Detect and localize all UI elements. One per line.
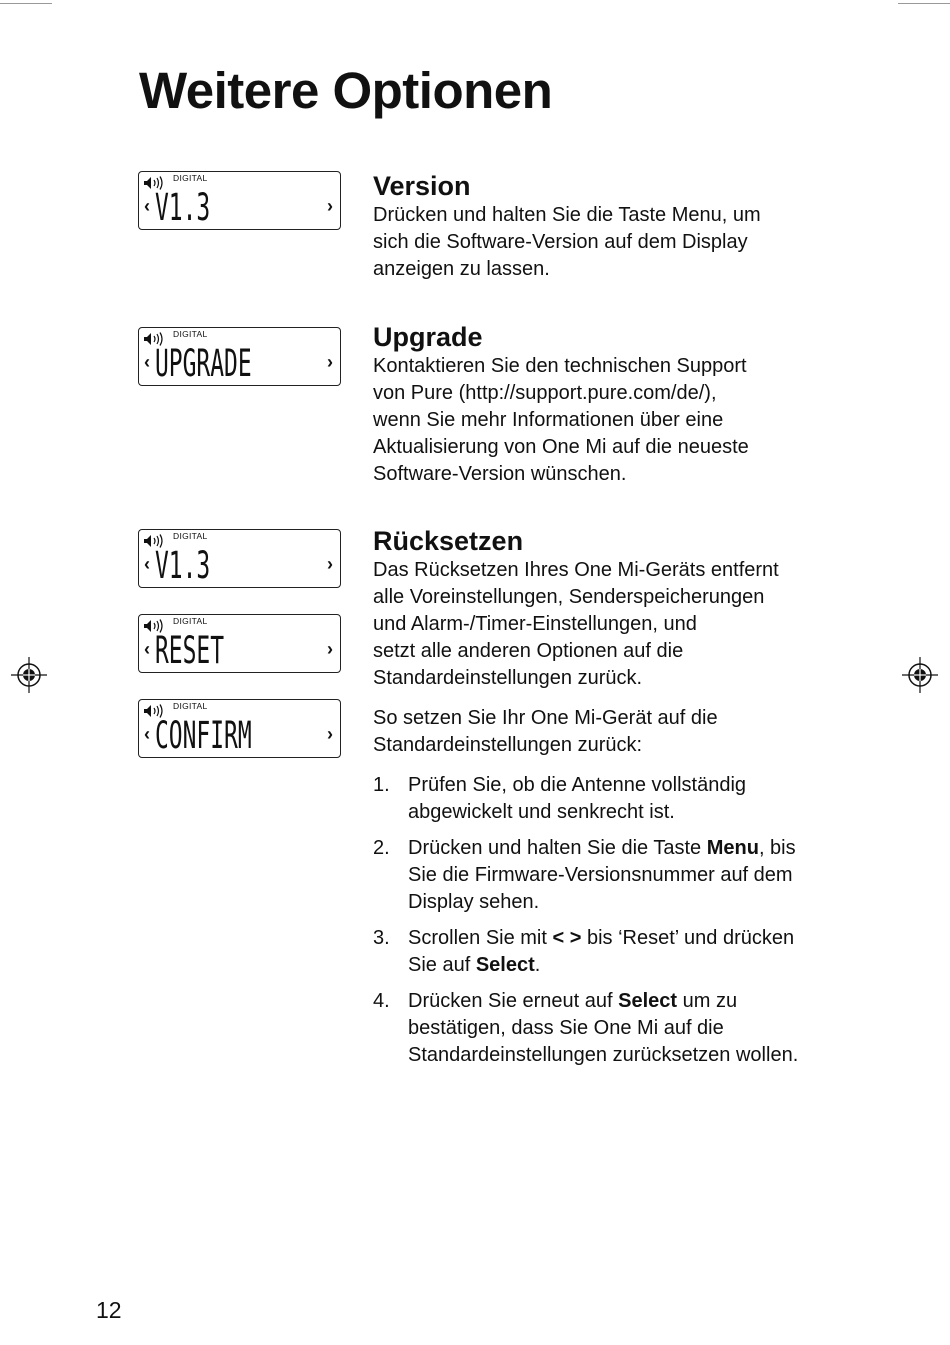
- paragraph-line: wenn Sie mehr Informationen über eine: [373, 409, 724, 431]
- section-heading: Version: [373, 171, 471, 201]
- step-number: 4.: [373, 990, 390, 1012]
- section-upgrade: [373, 321, 823, 488]
- right-arrow-icon: ›: [327, 196, 333, 216]
- display-text: V1.3: [155, 186, 211, 229]
- registration-mark-icon: [11, 657, 47, 693]
- digital-label: DIGITAL: [173, 173, 208, 183]
- crop-mark-top-left: [0, 3, 52, 4]
- list-item: [373, 772, 823, 826]
- digital-label: DIGITAL: [173, 531, 208, 541]
- lcd-display-reset: [138, 614, 341, 673]
- paragraph-line: Standardeinstellungen zurück.: [373, 667, 643, 689]
- right-arrow-icon: ›: [327, 724, 333, 744]
- list-item: [373, 835, 823, 916]
- section-heading: Rücksetzen: [373, 526, 524, 556]
- bold-text: < >: [552, 927, 582, 949]
- left-arrow-icon: ‹: [144, 554, 150, 574]
- paragraph-line: und Alarm-/Timer-Einstellungen, und: [373, 613, 697, 635]
- paragraph-line: Das Rücksetzen Ihres One Mi-Geräts entfernt: [373, 559, 779, 581]
- display-text: V1.3: [155, 544, 211, 587]
- left-arrow-icon: ‹: [144, 639, 150, 659]
- right-arrow-icon: ›: [327, 639, 333, 659]
- paragraph-line: Kontaktieren Sie den technischen Support: [373, 355, 747, 377]
- registration-mark-icon: [902, 657, 938, 693]
- bold-text: Select: [475, 954, 535, 976]
- step-text: Drücken Sie erneut auf: [408, 990, 619, 1012]
- page-title: Weitere Optionen: [139, 62, 553, 119]
- display-text: UPGRADE: [155, 342, 252, 385]
- left-arrow-icon: ‹: [144, 724, 150, 744]
- lcd-display-reset-version: [138, 529, 341, 588]
- display-text: RESET: [155, 629, 225, 672]
- section-version: [373, 170, 823, 283]
- step-text: Scrollen Sie mit: [408, 927, 553, 949]
- section-reset: [373, 525, 823, 1078]
- left-arrow-icon: ‹: [144, 352, 150, 372]
- step-text: um zu bestätigen, dass Sie One Mi auf die Standardeinstellungen zurücksetzen wollen.: [408, 990, 799, 1066]
- paragraph-line: anzeigen zu lassen.: [373, 258, 550, 280]
- digital-label: DIGITAL: [173, 616, 208, 626]
- reset-steps-list: [373, 772, 823, 1069]
- paragraph-line: alle Voreinstellungen, Senderspeicherungen: [373, 586, 765, 608]
- crop-mark-top-right: [898, 3, 950, 4]
- section-heading: Upgrade: [373, 322, 483, 352]
- paragraph-line: So setzen Sie Ihr One Mi-Gerät auf die: [373, 707, 718, 729]
- left-arrow-icon: ‹: [144, 196, 150, 216]
- lcd-display-confirm: [138, 699, 341, 758]
- paragraph-line: setzt alle anderen Optionen auf die: [373, 640, 684, 662]
- bold-text: Menu: [706, 837, 759, 859]
- right-arrow-icon: ›: [327, 554, 333, 574]
- step-number: 1.: [373, 774, 390, 796]
- step-number: 2.: [373, 837, 390, 859]
- list-item: [373, 925, 823, 979]
- step-text: , bis Sie die Firmware-Versionsnummer auf dem Display sehen.: [408, 837, 796, 913]
- digital-label: DIGITAL: [173, 701, 208, 711]
- paragraph-line: von Pure (http://support.pure.com/de/),: [373, 382, 717, 404]
- step-text: bis ‘Reset’ und drücken Sie auf: [408, 927, 795, 976]
- step-text: .: [534, 954, 541, 976]
- step-text: Drücken und halten Sie die Taste: [408, 837, 707, 859]
- paragraph-line: Standardeinstellungen zurück:: [373, 734, 643, 756]
- list-item: [373, 988, 823, 1069]
- paragraph-line: Software-Version wünschen.: [373, 463, 627, 485]
- display-text: CONFIRM: [155, 714, 252, 757]
- paragraph-line: Aktualisierung von One Mi auf die neueste: [373, 436, 749, 458]
- bold-text: Select: [618, 990, 678, 1012]
- lcd-display-version: [138, 171, 341, 230]
- paragraph-line: Drücken und halten Sie die Taste Menu, um: [373, 204, 761, 226]
- paragraph-line: sich die Software-Version auf dem Display: [373, 231, 748, 253]
- lcd-display-upgrade: [138, 327, 341, 386]
- step-text: Prüfen Sie, ob die Antenne vollständig abgewickelt und senkrecht ist.: [408, 774, 747, 823]
- page-number: 12: [96, 1297, 122, 1323]
- right-arrow-icon: ›: [327, 352, 333, 372]
- step-number: 3.: [373, 927, 390, 949]
- digital-label: DIGITAL: [173, 329, 208, 339]
